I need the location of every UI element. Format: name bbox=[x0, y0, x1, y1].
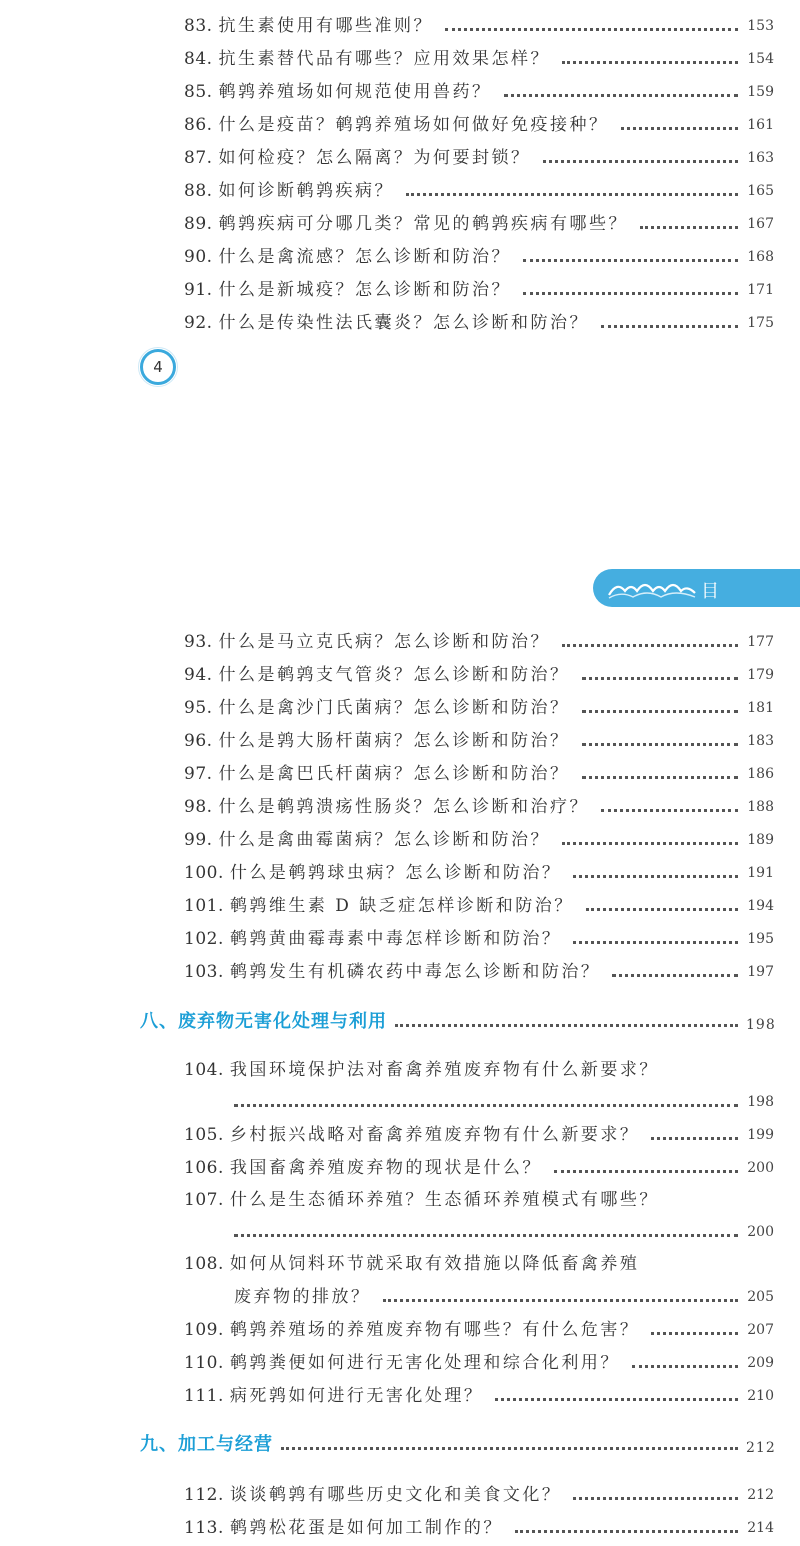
entry-page: 154 bbox=[747, 51, 774, 67]
entry-title: 什么是传染性法氏囊炎？怎么诊断和防治？ bbox=[218, 313, 590, 333]
toc-entry-continuation[interactable] bbox=[234, 1080, 774, 1112]
entry-title: 鹌鹑松花蛋是如何加工制作的？ bbox=[229, 1518, 503, 1538]
page-number-badge bbox=[140, 349, 176, 385]
entry-page: 153 bbox=[747, 18, 774, 34]
toc-entry[interactable] bbox=[184, 1374, 774, 1406]
entry-title: 如何从饲料环节就采取有效措施以降低畜禽养殖 bbox=[229, 1254, 640, 1274]
toc-entry[interactable] bbox=[184, 917, 774, 949]
entry-title: 什么是鹑大肠杆菌病？怎么诊断和防治？ bbox=[218, 731, 570, 751]
entry-page: 161 bbox=[747, 117, 774, 133]
entry-number: 85. bbox=[184, 82, 213, 102]
toc-entry-continuation[interactable] bbox=[234, 1275, 774, 1307]
entry-page: 212 bbox=[747, 1487, 774, 1503]
entry-page: 194 bbox=[747, 898, 774, 914]
dot-leader bbox=[582, 742, 738, 746]
entry-number: 83. bbox=[184, 16, 213, 36]
entry-title: 什么是禽巴氏杆菌病？怎么诊断和防治？ bbox=[218, 764, 570, 784]
dot-leader bbox=[573, 874, 738, 878]
toc-entry[interactable] bbox=[184, 4, 774, 36]
entry-title: 如何诊断鹌鹑疾病？ bbox=[218, 181, 395, 201]
entry-title: 我国畜禽养殖废弃物的现状是什么？ bbox=[229, 1158, 542, 1178]
dot-leader bbox=[573, 1496, 738, 1500]
entry-page: 209 bbox=[747, 1355, 774, 1371]
dot-leader bbox=[383, 1298, 739, 1302]
entry-title: 我国环境保护法对畜禽养殖废弃物有什么新要求？ bbox=[229, 1060, 659, 1080]
toc-entry[interactable] bbox=[184, 818, 774, 850]
entry-title: 病死鹑如何进行无害化处理？ bbox=[229, 1386, 484, 1406]
entry-title: 鹌鹑养殖场如何规范使用兽药？ bbox=[218, 82, 492, 102]
entry-title: 鹌鹑粪便如何进行无害化处理和综合化利用？ bbox=[229, 1353, 620, 1373]
entry-number: 103. bbox=[184, 962, 224, 982]
entry-page: 198 bbox=[747, 1094, 774, 1110]
entry-number: 98. bbox=[184, 797, 213, 817]
dot-leader bbox=[495, 1397, 738, 1401]
entry-number: 111. bbox=[184, 1386, 224, 1406]
entry-page: 200 bbox=[747, 1160, 774, 1176]
entry-page: 189 bbox=[747, 832, 774, 848]
entry-number: 94. bbox=[184, 665, 213, 685]
entry-title: 什么是疫苗？鹌鹑养殖场如何做好免疫接种？ bbox=[218, 115, 609, 135]
toc-entry[interactable] bbox=[184, 851, 774, 883]
section-page: 212 bbox=[746, 1440, 776, 1456]
entry-number: 112. bbox=[184, 1485, 224, 1505]
entry-page: 191 bbox=[747, 865, 774, 881]
entry-number: 90. bbox=[184, 247, 213, 267]
contents-label: 目 录 bbox=[701, 581, 749, 628]
entry-page: 199 bbox=[747, 1127, 774, 1143]
section-page: 198 bbox=[746, 1017, 776, 1033]
dot-leader bbox=[281, 1446, 738, 1450]
entry-number: 101. bbox=[184, 896, 224, 916]
dot-leader bbox=[586, 907, 738, 911]
toc-entry[interactable] bbox=[184, 653, 774, 685]
entry-title: 什么是新城疫？怎么诊断和防治？ bbox=[218, 280, 512, 300]
entry-page: 163 bbox=[747, 150, 774, 166]
dot-leader bbox=[445, 27, 738, 31]
dot-leader bbox=[395, 1023, 738, 1027]
entry-number: 97. bbox=[184, 764, 213, 784]
entry-number: 105. bbox=[184, 1125, 224, 1145]
entry-page: 197 bbox=[747, 964, 774, 980]
toc-entry[interactable] bbox=[184, 1242, 774, 1274]
dot-leader bbox=[601, 324, 738, 328]
entry-page: 167 bbox=[747, 216, 774, 232]
entry-number: 91. bbox=[184, 280, 213, 300]
toc-entry[interactable] bbox=[184, 268, 774, 300]
dot-leader bbox=[612, 973, 738, 977]
entry-number: 107. bbox=[184, 1190, 224, 1210]
entry-number: 99. bbox=[184, 830, 213, 850]
entry-page: 159 bbox=[747, 84, 774, 100]
entry-title: 鹌鹑黄曲霉毒素中毒怎样诊断和防治？ bbox=[229, 929, 562, 949]
entry-title: 谈谈鹌鹑有哪些历史文化和美食文化？ bbox=[229, 1485, 562, 1505]
entry-title: 什么是鹌鹑球虫病？怎么诊断和防治？ bbox=[229, 863, 562, 883]
toc-entry[interactable] bbox=[184, 1308, 774, 1340]
entry-number: 100. bbox=[184, 863, 224, 883]
entry-page: 188 bbox=[747, 799, 774, 815]
entry-number: 87. bbox=[184, 148, 213, 168]
entry-number: 108. bbox=[184, 1254, 224, 1274]
toc-entry[interactable] bbox=[184, 169, 774, 201]
entry-number: 104. bbox=[184, 1060, 224, 1080]
toc-entry[interactable] bbox=[184, 37, 774, 69]
dot-leader bbox=[651, 1331, 738, 1335]
dot-leader bbox=[234, 1103, 738, 1107]
entry-number: 95. bbox=[184, 698, 213, 718]
entry-number: 106. bbox=[184, 1158, 224, 1178]
entry-number: 102. bbox=[184, 929, 224, 949]
toc-entry[interactable] bbox=[184, 301, 774, 333]
toc-entry[interactable] bbox=[184, 752, 774, 784]
toc-entry[interactable] bbox=[184, 884, 774, 916]
toc-entry[interactable] bbox=[184, 686, 774, 718]
toc-entry[interactable] bbox=[184, 1146, 774, 1178]
entry-title: 鹌鹑疾病可分哪几类？常见的鹌鹑疾病有哪些？ bbox=[218, 214, 629, 234]
entry-title: 鹌鹑维生素 D 缺乏症怎样诊断和防治？ bbox=[229, 896, 574, 916]
toc-entry[interactable] bbox=[184, 1473, 774, 1505]
entry-number: 110. bbox=[184, 1353, 224, 1373]
dot-leader bbox=[523, 291, 738, 295]
entry-number: 93. bbox=[184, 632, 213, 652]
entry-page: 177 bbox=[747, 634, 774, 650]
entry-title: 什么是禽流感？怎么诊断和防治？ bbox=[218, 247, 512, 267]
section-heading[interactable] bbox=[140, 999, 774, 1033]
entry-number: 96. bbox=[184, 731, 213, 751]
toc-entry[interactable] bbox=[184, 1506, 774, 1538]
dot-leader bbox=[621, 126, 738, 130]
toc-entry[interactable] bbox=[184, 1048, 774, 1080]
section-title: 九、加工与经营 bbox=[140, 1434, 273, 1455]
entry-title-continued: 废弃物的排放？ bbox=[234, 1287, 371, 1307]
dot-leader bbox=[562, 841, 738, 845]
entry-title: 鹌鹑养殖场的养殖废弃物有哪些？有什么危害？ bbox=[229, 1320, 640, 1340]
entry-title: 如何检疫？怎么隔离？为何要封锁？ bbox=[218, 148, 531, 168]
toc-page-lower bbox=[0, 565, 800, 1546]
dot-leader bbox=[515, 1529, 738, 1533]
dot-leader bbox=[406, 192, 738, 196]
dot-leader bbox=[504, 93, 738, 97]
entry-number: 109. bbox=[184, 1320, 224, 1340]
entry-title: 什么是生态循环养殖？生态循环养殖模式有哪些？ bbox=[229, 1190, 659, 1210]
toc-entry[interactable] bbox=[184, 719, 774, 751]
dot-leader bbox=[582, 775, 738, 779]
dot-leader bbox=[640, 225, 738, 229]
entry-page: 205 bbox=[747, 1289, 774, 1305]
entry-page: 214 bbox=[747, 1520, 774, 1536]
entry-page: 175 bbox=[747, 315, 774, 331]
dot-leader bbox=[234, 1233, 738, 1237]
entry-title: 乡村振兴战略对畜禽养殖废弃物有什么新要求？ bbox=[229, 1125, 640, 1145]
dot-leader bbox=[543, 159, 738, 163]
dot-leader bbox=[582, 709, 738, 713]
entry-title: 抗生素使用有哪些准则？ bbox=[218, 16, 434, 36]
entry-title: 什么是马立克氏病？怎么诊断和防治？ bbox=[218, 632, 551, 652]
dot-leader bbox=[523, 258, 738, 262]
toc-entry-continuation[interactable] bbox=[234, 1210, 774, 1242]
dot-leader bbox=[632, 1364, 738, 1368]
entry-page: 181 bbox=[747, 700, 774, 716]
entry-page: 200 bbox=[747, 1224, 774, 1240]
section-title: 八、废弃物无害化处理与利用 bbox=[140, 1011, 387, 1032]
dot-leader bbox=[562, 60, 738, 64]
entry-page: 186 bbox=[747, 766, 774, 782]
entry-number: 92. bbox=[184, 313, 213, 333]
entry-number: 84. bbox=[184, 49, 213, 69]
entry-number: 86. bbox=[184, 115, 213, 135]
entry-page: 183 bbox=[747, 733, 774, 749]
toc-entry[interactable] bbox=[184, 136, 774, 168]
section-heading[interactable] bbox=[140, 1422, 774, 1456]
entry-page: 207 bbox=[747, 1322, 774, 1338]
entry-title: 鹌鹑发生有机磷农药中毒怎么诊断和防治？ bbox=[229, 962, 601, 982]
dot-leader bbox=[573, 940, 738, 944]
entry-title: 什么是禽沙门氏菌病？怎么诊断和防治？ bbox=[218, 698, 570, 718]
entry-page: 210 bbox=[747, 1388, 774, 1404]
toc-entry[interactable] bbox=[184, 235, 774, 267]
toc-entry[interactable] bbox=[184, 103, 774, 135]
entry-number: 113. bbox=[184, 1518, 224, 1538]
toc-entry[interactable] bbox=[184, 620, 774, 652]
dot-leader bbox=[554, 1169, 738, 1173]
entry-title: 抗生素替代品有哪些？应用效果怎样？ bbox=[218, 49, 551, 69]
dot-leader bbox=[582, 676, 738, 680]
dot-leader bbox=[651, 1136, 738, 1140]
entry-page: 171 bbox=[747, 282, 774, 298]
dot-leader bbox=[601, 808, 738, 812]
toc-page-upper bbox=[0, 0, 800, 400]
toc-entry[interactable] bbox=[184, 1178, 774, 1210]
entry-page: 165 bbox=[747, 183, 774, 199]
toc-entry[interactable] bbox=[184, 70, 774, 102]
entry-page: 179 bbox=[747, 667, 774, 683]
dot-leader bbox=[562, 643, 738, 647]
entry-title: 什么是禽曲霉菌病？怎么诊断和防治？ bbox=[218, 830, 551, 850]
page-number: 4 bbox=[153, 358, 163, 376]
toc-entry[interactable] bbox=[184, 202, 774, 234]
entry-title: 什么是鹌鹑溃疡性肠炎？怎么诊断和治疗？ bbox=[218, 797, 590, 817]
entry-page: 195 bbox=[747, 931, 774, 947]
toc-entry[interactable] bbox=[184, 1341, 774, 1373]
entry-number: 89. bbox=[184, 214, 213, 234]
toc-entry[interactable] bbox=[184, 1113, 774, 1145]
entry-page: 168 bbox=[747, 249, 774, 265]
toc-entry[interactable] bbox=[184, 785, 774, 817]
entry-number: 88. bbox=[184, 181, 213, 201]
toc-entry[interactable] bbox=[184, 950, 774, 982]
entry-title: 什么是鹌鹑支气管炎？怎么诊断和防治？ bbox=[218, 665, 570, 685]
